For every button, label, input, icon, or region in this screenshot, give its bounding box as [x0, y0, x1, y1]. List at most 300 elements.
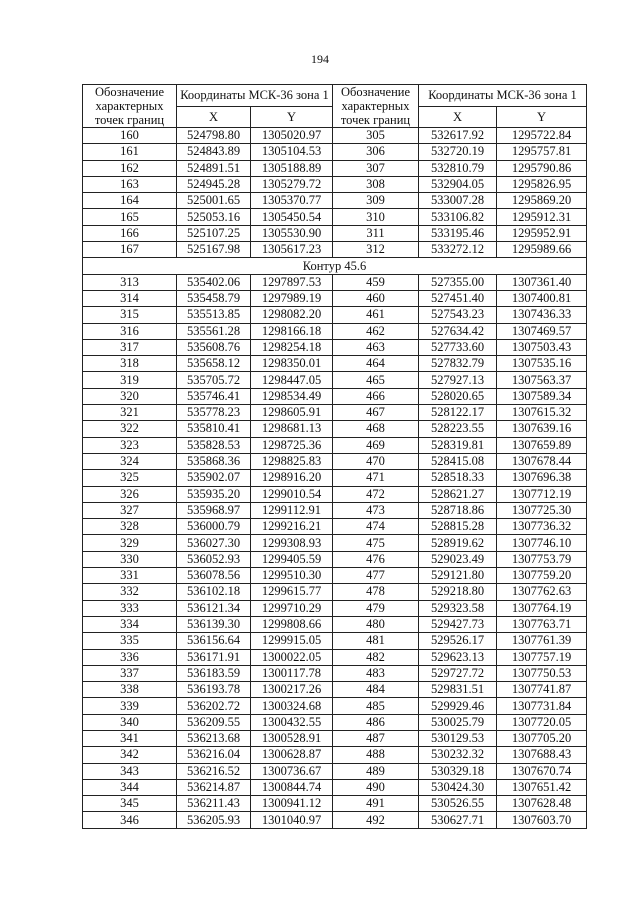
point-id-left: 166 [83, 225, 177, 241]
x-right: 529323.58 [419, 600, 497, 616]
y-left: 1298166.18 [251, 323, 333, 339]
y-right: 1307361.40 [497, 274, 587, 290]
y-right: 1295869.20 [497, 193, 587, 209]
point-id-left: 336 [83, 649, 177, 665]
y-left: 1297989.19 [251, 290, 333, 306]
x-right: 528518.33 [419, 470, 497, 486]
x-left: 536214.87 [177, 779, 251, 795]
header-coords-left: Координаты МСК-36 зона 1 [177, 85, 333, 107]
table-row [83, 698, 587, 714]
table-row [83, 535, 587, 551]
x-right: 532810.79 [419, 160, 497, 176]
point-id-left: 324 [83, 453, 177, 469]
y-left: 1305020.97 [251, 128, 333, 144]
point-id-left: 317 [83, 339, 177, 355]
y-right: 1307764.19 [497, 600, 587, 616]
y-left: 1305188.89 [251, 160, 333, 176]
y-right: 1307659.89 [497, 437, 587, 453]
x-left: 536213.68 [177, 730, 251, 746]
table-row [83, 274, 587, 290]
point-id-left: 329 [83, 535, 177, 551]
table-row [83, 405, 587, 421]
x-left: 535868.36 [177, 453, 251, 469]
x-right: 529023.49 [419, 551, 497, 567]
x-left: 536193.78 [177, 682, 251, 698]
x-right: 532617.92 [419, 128, 497, 144]
point-id-left: 339 [83, 698, 177, 714]
y-right: 1295952.91 [497, 225, 587, 241]
point-id-right: 471 [333, 470, 419, 486]
y-right: 1307757.19 [497, 649, 587, 665]
contour-separator [83, 258, 587, 274]
page-number: 194 [311, 52, 329, 66]
x-right: 529427.73 [419, 616, 497, 632]
point-id-left: 160 [83, 128, 177, 144]
table-row [83, 616, 587, 632]
y-left: 1300022.05 [251, 649, 333, 665]
table-row [83, 307, 587, 323]
point-id-right: 489 [333, 763, 419, 779]
point-id-right: 484 [333, 682, 419, 698]
x-right: 530129.53 [419, 730, 497, 746]
x-right: 532904.05 [419, 176, 497, 192]
y-right: 1307678.44 [497, 453, 587, 469]
y-left: 1300217.26 [251, 682, 333, 698]
x-right: 528815.28 [419, 519, 497, 535]
point-id-left: 345 [83, 796, 177, 812]
y-right: 1307759.20 [497, 568, 587, 584]
y-left: 1299615.77 [251, 584, 333, 600]
x-left: 535828.53 [177, 437, 251, 453]
point-id-left: 346 [83, 812, 177, 828]
x-left: 535561.28 [177, 323, 251, 339]
y-right: 1307763.71 [497, 616, 587, 632]
table-row [83, 747, 587, 763]
y-left: 1300117.78 [251, 665, 333, 681]
point-id-right: 459 [333, 274, 419, 290]
x-left: 535458.79 [177, 290, 251, 306]
y-left: 1300324.68 [251, 698, 333, 714]
y-left: 1300528.91 [251, 730, 333, 746]
y-left: 1298534.49 [251, 388, 333, 404]
y-left: 1297897.53 [251, 274, 333, 290]
x-right: 532720.19 [419, 144, 497, 160]
y-right: 1295790.86 [497, 160, 587, 176]
point-id-right: 310 [333, 209, 419, 225]
point-id-left: 326 [83, 486, 177, 502]
table-body-bottom [83, 274, 587, 828]
table-row [83, 128, 587, 144]
x-right: 528415.08 [419, 453, 497, 469]
x-right: 529831.51 [419, 682, 497, 698]
point-id-right: 469 [333, 437, 419, 453]
y-right: 1307589.34 [497, 388, 587, 404]
x-left: 536211.43 [177, 796, 251, 812]
y-left: 1305450.54 [251, 209, 333, 225]
point-id-left: 321 [83, 405, 177, 421]
table-row [83, 600, 587, 616]
y-right: 1307731.84 [497, 698, 587, 714]
point-id-right: 474 [333, 519, 419, 535]
table-row [83, 796, 587, 812]
x-right: 527634.42 [419, 323, 497, 339]
y-left: 1298725.36 [251, 437, 333, 453]
table-row [83, 421, 587, 437]
x-left: 535968.97 [177, 502, 251, 518]
point-id-right: 487 [333, 730, 419, 746]
y-right: 1307688.43 [497, 747, 587, 763]
y-right: 1295757.81 [497, 144, 587, 160]
table-row [83, 290, 587, 306]
y-right: 1307469.57 [497, 323, 587, 339]
x-right: 533106.82 [419, 209, 497, 225]
point-id-right: 460 [333, 290, 419, 306]
y-left: 1298254.18 [251, 339, 333, 355]
y-left: 1300628.87 [251, 747, 333, 763]
y-right: 1307639.16 [497, 421, 587, 437]
y-left: 1301040.97 [251, 812, 333, 828]
point-id-right: 462 [333, 323, 419, 339]
x-right: 528621.27 [419, 486, 497, 502]
x-right: 527733.60 [419, 339, 497, 355]
x-left: 535810.41 [177, 421, 251, 437]
point-id-left: 167 [83, 242, 177, 258]
y-left: 1298681.13 [251, 421, 333, 437]
y-right: 1307615.32 [497, 405, 587, 421]
y-left: 1305370.77 [251, 193, 333, 209]
point-id-left: 315 [83, 307, 177, 323]
x-left: 535402.06 [177, 274, 251, 290]
table-row [83, 144, 587, 160]
y-left: 1298916.20 [251, 470, 333, 486]
x-right: 533007.28 [419, 193, 497, 209]
x-left: 536205.93 [177, 812, 251, 828]
point-id-left: 327 [83, 502, 177, 518]
table-header [83, 85, 587, 128]
x-left: 525001.65 [177, 193, 251, 209]
y-right: 1307750.53 [497, 665, 587, 681]
y-left: 1299915.05 [251, 633, 333, 649]
y-left: 1300844.74 [251, 779, 333, 795]
x-right: 533195.46 [419, 225, 497, 241]
x-right: 529929.46 [419, 698, 497, 714]
y-left: 1300432.55 [251, 714, 333, 730]
x-right: 527927.13 [419, 372, 497, 388]
x-right: 529218.80 [419, 584, 497, 600]
x-right: 529623.13 [419, 649, 497, 665]
x-left: 536027.30 [177, 535, 251, 551]
x-left: 536171.91 [177, 649, 251, 665]
point-id-left: 323 [83, 437, 177, 453]
y-right: 1307712.19 [497, 486, 587, 502]
y-right: 1307720.05 [497, 714, 587, 730]
y-right: 1307563.37 [497, 372, 587, 388]
header-coords-right: Координаты МСК-36 зона 1 [419, 85, 587, 107]
x-left: 536102.18 [177, 584, 251, 600]
point-id-left: 340 [83, 714, 177, 730]
point-id-left: 343 [83, 763, 177, 779]
y-right: 1307535.16 [497, 356, 587, 372]
y-left: 1305104.53 [251, 144, 333, 160]
y-left: 1305279.72 [251, 176, 333, 192]
point-id-left: 318 [83, 356, 177, 372]
x-right: 528319.81 [419, 437, 497, 453]
y-left: 1298447.05 [251, 372, 333, 388]
contour-label: Контур 45.6 [83, 258, 587, 274]
x-right: 530329.18 [419, 763, 497, 779]
x-right: 528718.86 [419, 502, 497, 518]
table-row [83, 812, 587, 828]
point-id-right: 473 [333, 502, 419, 518]
point-id-right: 309 [333, 193, 419, 209]
point-id-left: 328 [83, 519, 177, 535]
x-left: 536209.55 [177, 714, 251, 730]
table-row [83, 584, 587, 600]
header-point-label-right: Обозначение характерных точек границ [333, 85, 419, 128]
point-id-left: 314 [83, 290, 177, 306]
y-right: 1307670.74 [497, 763, 587, 779]
y-right: 1307725.30 [497, 502, 587, 518]
point-id-left: 325 [83, 470, 177, 486]
point-id-right: 465 [333, 372, 419, 388]
x-right: 528020.65 [419, 388, 497, 404]
y-left: 1299112.91 [251, 502, 333, 518]
x-right: 529526.17 [419, 633, 497, 649]
y-right: 1307400.81 [497, 290, 587, 306]
table-row [83, 568, 587, 584]
y-left: 1305617.23 [251, 242, 333, 258]
table-row [83, 779, 587, 795]
x-right: 529121.80 [419, 568, 497, 584]
y-right: 1307705.20 [497, 730, 587, 746]
point-id-left: 319 [83, 372, 177, 388]
point-id-left: 331 [83, 568, 177, 584]
table-row [83, 339, 587, 355]
x-left: 536139.30 [177, 616, 251, 632]
point-id-left: 335 [83, 633, 177, 649]
point-id-right: 306 [333, 144, 419, 160]
table-row [83, 437, 587, 453]
table-row [83, 730, 587, 746]
y-left: 1299710.29 [251, 600, 333, 616]
point-id-right: 311 [333, 225, 419, 241]
y-right: 1307736.32 [497, 519, 587, 535]
point-id-right: 491 [333, 796, 419, 812]
y-left: 1305530.90 [251, 225, 333, 241]
x-right: 527543.23 [419, 307, 497, 323]
x-right: 530232.32 [419, 747, 497, 763]
point-id-left: 161 [83, 144, 177, 160]
x-left: 536202.72 [177, 698, 251, 714]
y-right: 1307628.48 [497, 796, 587, 812]
x-left: 535902.07 [177, 470, 251, 486]
x-right: 528919.62 [419, 535, 497, 551]
point-id-right: 468 [333, 421, 419, 437]
point-id-left: 165 [83, 209, 177, 225]
x-right: 530627.71 [419, 812, 497, 828]
point-id-left: 344 [83, 779, 177, 795]
coordinates-table [82, 84, 587, 829]
point-id-right: 467 [333, 405, 419, 421]
x-left: 536183.59 [177, 665, 251, 681]
y-right: 1295826.95 [497, 176, 587, 192]
point-id-right: 305 [333, 128, 419, 144]
table-row [83, 453, 587, 469]
x-right: 528122.17 [419, 405, 497, 421]
y-left: 1299010.54 [251, 486, 333, 502]
table-row [83, 714, 587, 730]
point-id-right: 481 [333, 633, 419, 649]
x-left: 535658.12 [177, 356, 251, 372]
table-row [83, 323, 587, 339]
y-left: 1300941.12 [251, 796, 333, 812]
point-id-right: 479 [333, 600, 419, 616]
y-right: 1307651.42 [497, 779, 587, 795]
x-left: 525053.16 [177, 209, 251, 225]
x-left: 535935.20 [177, 486, 251, 502]
x-left: 536121.34 [177, 600, 251, 616]
table-row [83, 763, 587, 779]
y-left: 1298605.91 [251, 405, 333, 421]
y-right: 1307741.87 [497, 682, 587, 698]
y-left: 1298350.01 [251, 356, 333, 372]
point-id-right: 486 [333, 714, 419, 730]
x-right: 528223.55 [419, 421, 497, 437]
header-y-left: Y [251, 106, 333, 128]
table-row [83, 225, 587, 241]
point-id-right: 308 [333, 176, 419, 192]
table-row [83, 193, 587, 209]
table-body-top [83, 128, 587, 258]
x-left: 535705.72 [177, 372, 251, 388]
y-left: 1300736.67 [251, 763, 333, 779]
x-right: 527832.79 [419, 356, 497, 372]
x-left: 524798.80 [177, 128, 251, 144]
x-left: 536216.52 [177, 763, 251, 779]
x-left: 536000.79 [177, 519, 251, 535]
y-left: 1299510.30 [251, 568, 333, 584]
table-row [83, 356, 587, 372]
header-y-right: Y [497, 106, 587, 128]
point-id-right: 478 [333, 584, 419, 600]
point-id-left: 163 [83, 176, 177, 192]
y-right: 1295912.31 [497, 209, 587, 225]
point-id-right: 475 [333, 535, 419, 551]
point-id-left: 334 [83, 616, 177, 632]
point-id-left: 337 [83, 665, 177, 681]
table-row [83, 519, 587, 535]
point-id-left: 162 [83, 160, 177, 176]
point-id-right: 480 [333, 616, 419, 632]
x-left: 536216.04 [177, 747, 251, 763]
x-left: 535513.85 [177, 307, 251, 323]
x-left: 524843.89 [177, 144, 251, 160]
y-right: 1307762.63 [497, 584, 587, 600]
point-id-right: 461 [333, 307, 419, 323]
y-right: 1307746.10 [497, 535, 587, 551]
point-id-left: 338 [83, 682, 177, 698]
table-row [83, 470, 587, 486]
table-row [83, 209, 587, 225]
point-id-left: 341 [83, 730, 177, 746]
point-id-right: 476 [333, 551, 419, 567]
point-id-right: 488 [333, 747, 419, 763]
table-row [83, 682, 587, 698]
point-id-left: 332 [83, 584, 177, 600]
x-left: 524891.51 [177, 160, 251, 176]
table-row [83, 160, 587, 176]
point-id-right: 492 [333, 812, 419, 828]
header-point-label-left: Обозначение характерных точек границ [83, 85, 177, 128]
x-left: 535778.23 [177, 405, 251, 421]
y-right: 1307753.79 [497, 551, 587, 567]
header-x-left: X [177, 106, 251, 128]
y-left: 1299308.93 [251, 535, 333, 551]
point-id-right: 482 [333, 649, 419, 665]
table-row [83, 242, 587, 258]
point-id-right: 477 [333, 568, 419, 584]
point-id-right: 470 [333, 453, 419, 469]
point-id-right: 463 [333, 339, 419, 355]
point-id-left: 333 [83, 600, 177, 616]
x-right: 527451.40 [419, 290, 497, 306]
y-right: 1307436.33 [497, 307, 587, 323]
x-right: 530526.55 [419, 796, 497, 812]
x-left: 536052.93 [177, 551, 251, 567]
y-right: 1307696.38 [497, 470, 587, 486]
table-row [83, 388, 587, 404]
x-right: 533272.12 [419, 242, 497, 258]
table-row [83, 633, 587, 649]
point-id-left: 316 [83, 323, 177, 339]
table-row [83, 551, 587, 567]
table-row [83, 372, 587, 388]
point-id-left: 313 [83, 274, 177, 290]
point-id-right: 485 [333, 698, 419, 714]
point-id-left: 164 [83, 193, 177, 209]
y-right: 1307761.39 [497, 633, 587, 649]
x-left: 535608.76 [177, 339, 251, 355]
table-row [83, 665, 587, 681]
point-id-right: 490 [333, 779, 419, 795]
x-right: 530424.30 [419, 779, 497, 795]
point-id-right: 464 [333, 356, 419, 372]
y-right: 1307603.70 [497, 812, 587, 828]
point-id-right: 472 [333, 486, 419, 502]
x-left: 524945.28 [177, 176, 251, 192]
point-id-right: 312 [333, 242, 419, 258]
y-left: 1298825.83 [251, 453, 333, 469]
point-id-left: 330 [83, 551, 177, 567]
table-row [83, 502, 587, 518]
x-left: 525107.25 [177, 225, 251, 241]
table-row [83, 176, 587, 192]
y-right: 1307503.43 [497, 339, 587, 355]
x-left: 536078.56 [177, 568, 251, 584]
point-id-left: 322 [83, 421, 177, 437]
x-right: 530025.79 [419, 714, 497, 730]
point-id-right: 307 [333, 160, 419, 176]
y-left: 1298082.20 [251, 307, 333, 323]
y-right: 1295722.84 [497, 128, 587, 144]
y-left: 1299216.21 [251, 519, 333, 535]
point-id-left: 320 [83, 388, 177, 404]
y-right: 1295989.66 [497, 242, 587, 258]
y-left: 1299405.59 [251, 551, 333, 567]
x-right: 527355.00 [419, 274, 497, 290]
x-left: 525167.98 [177, 242, 251, 258]
x-left: 536156.64 [177, 633, 251, 649]
